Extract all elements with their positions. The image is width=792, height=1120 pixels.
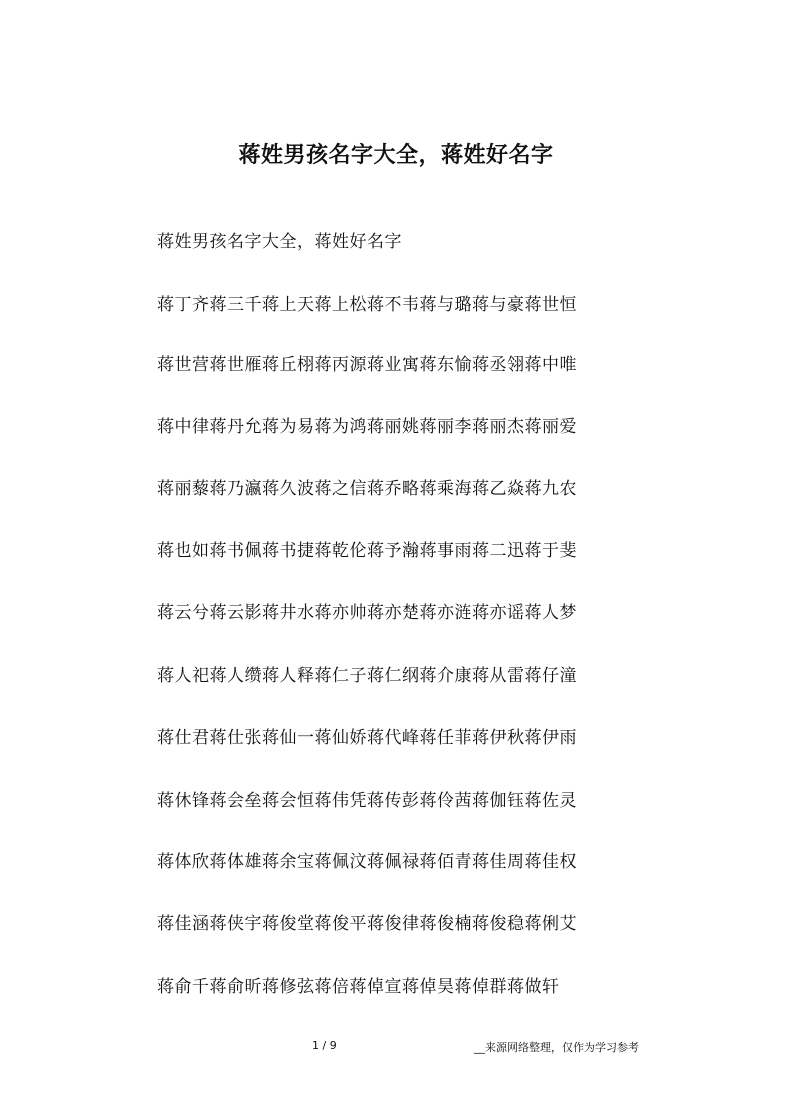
page-number: 1 / 9 — [312, 1039, 337, 1052]
name-list-line: 蒋仕君蒋仕张蒋仙一蒋仙娇蒋代峰蒋任菲蒋伊秋蒋伊雨 — [157, 728, 577, 748]
name-list-line: 蒋中律蒋丹允蒋为易蒋为鸿蒋丽姚蒋丽李蒋丽杰蒋丽爱 — [157, 417, 577, 437]
page-title: 蒋姓男孩名字大全，蒋姓好名字 — [238, 142, 554, 168]
name-list-line: 蒋休锋蒋会垒蒋会恒蒋伟凭蒋传彭蒋伶茜蒋伽钰蒋佐灵 — [157, 791, 577, 811]
name-list-line: 蒋体欣蒋体雄蒋余宝蒋佩汶蒋佩禄蒋佰青蒋佳周蒋佳权 — [157, 852, 577, 872]
name-list-line: 蒋丁齐蒋三千蒋上天蒋上松蒋不韦蒋与璐蒋与豪蒋世恒 — [157, 295, 577, 315]
intro-line: 蒋姓男孩名字大全，蒋姓好名字 — [157, 232, 402, 252]
name-list-line: 蒋丽藜蒋乃瀛蒋久波蒋之信蒋乔略蒋乘海蒋乙焱蒋九农 — [157, 479, 577, 499]
name-list-line: 蒋佳涵蒋侠宇蒋俊堂蒋俊平蒋俊律蒋俊楠蒋俊稳蒋俐艾 — [157, 914, 577, 934]
name-list-line: 蒋云兮蒋云影蒋井水蒋亦帅蒋亦楚蒋亦涟蒋亦谣蒋人梦 — [157, 603, 577, 623]
name-list-line: 蒋世营蒋世雁蒋丘栩蒋丙源蒋业寓蒋东愉蒋丞翎蒋中唯 — [157, 355, 577, 375]
name-list-line: 蒋俞千蒋俞昕蒋修弦蒋倍蒋倬宣蒋倬昊蒋倬群蒋做轩 — [157, 977, 560, 997]
name-list-line: 蒋人祀蒋人缵蒋人释蒋仁子蒋仁纲蒋介康蒋从雷蒋仔潼 — [157, 666, 577, 686]
source-note: __来源网络整理，仅作为学习参考 — [474, 1041, 639, 1054]
name-list-line: 蒋也如蒋书佩蒋书捷蒋乾伦蒋予瀚蒋事雨蒋二迅蒋于斐 — [157, 541, 577, 561]
